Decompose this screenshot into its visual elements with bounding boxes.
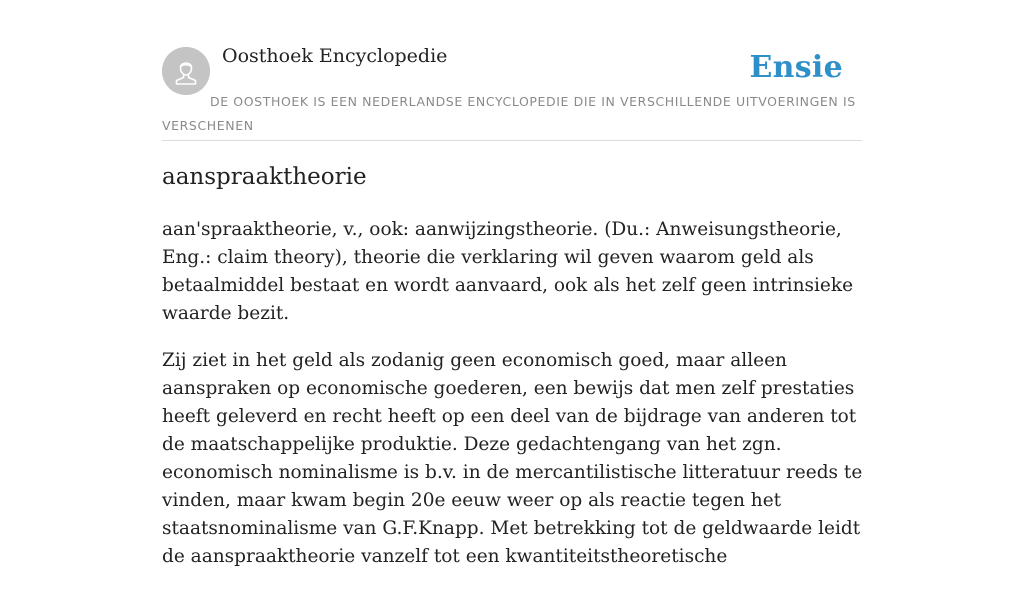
content-container <box>162 0 863 567</box>
site-logo[interactable]: Ensie <box>749 50 843 85</box>
article-paragraph: Zij ziet in het geld als zodanig geen economisch goed, maar alleen aanspraken op economische goederen, een bewijs dat men zelf prestaties heeft geleverd en recht heeft op een deel van de bijdrage van anderen tot de maatschappelijke produktie. Deze gedachtengang van het zgn. economisch nominalisme is b.v. in de mercantilistische litteratuur reeds te vinden, maar kwam begin 20e eeuw weer op als reactie tegen het staatsnominalisme van G.F.Knapp. Met betrekking tot de geldwaarde leidt de aanspraaktheorie vanzelf tot een kwantiteitstheoretische <box>162 350 863 567</box>
source-tagline: DE OOSTHOEK IS EEN NEDERLANDSE ENCYCLOPEDIE DIE IN VERSCHILLENDE UITVOERINGEN IS VERSCHENEN <box>162 94 856 133</box>
article-body <box>162 216 866 590</box>
article-paragraph: aan'spraaktheorie, v., ook: aanwijzingstheorie. (Du.: Anweisungstheorie, Eng.: claim theory), theorie die verklaring wil geven waarom geld als betaalmiddel bestaat en wordt aanvaard, ook als het zelf geen intrinsieke waarde bezit. <box>162 219 854 324</box>
source-header <box>162 0 862 141</box>
source-name-link[interactable]: Oosthoek Encyclopedie <box>222 45 448 67</box>
user-avatar-icon[interactable] <box>162 47 210 95</box>
article-title: aanspraaktheorie <box>162 164 367 190</box>
